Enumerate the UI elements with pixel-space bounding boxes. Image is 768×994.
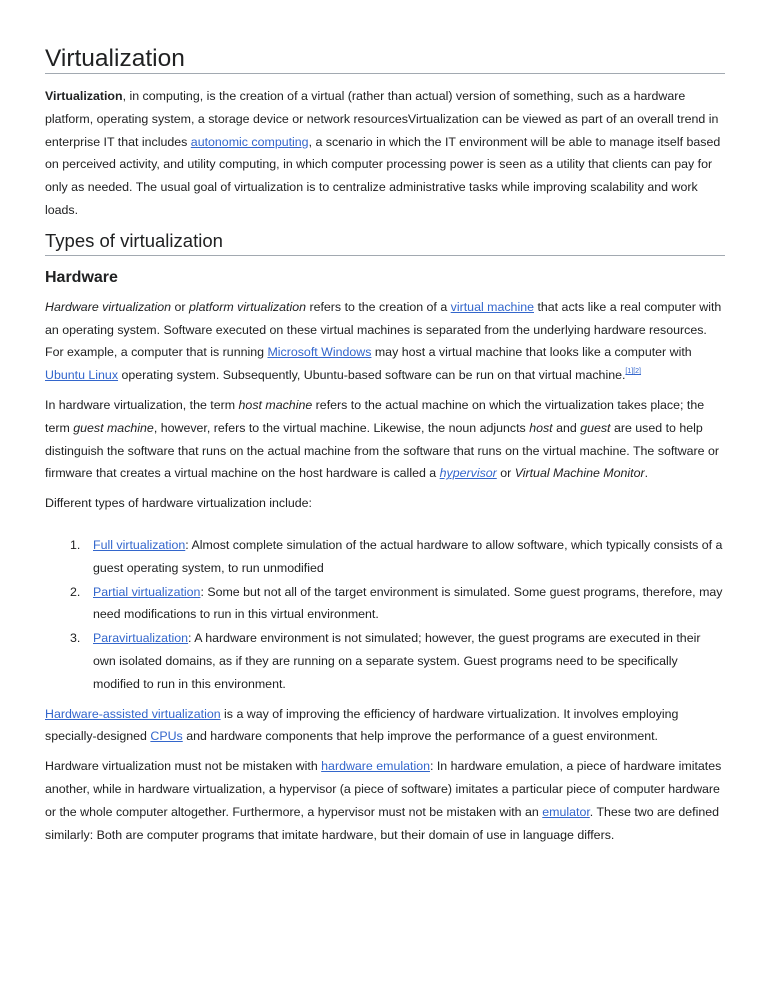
- text: is a way of improving the efficiency of hardware virtualization. It involves employing specially-designed: [45, 706, 679, 744]
- virtualization-types-list: [45, 534, 725, 696]
- emulator-link[interactable]: emulator: [542, 804, 590, 819]
- reference-1-link[interactable]: [1]: [625, 368, 634, 376]
- text: .: [644, 466, 649, 481]
- virtual-machine-link[interactable]: virtual machine: [450, 299, 534, 314]
- list-item: [45, 627, 725, 695]
- list-item-text: : A hardware environment is not simulated; however, the guest programs are executed in their own isolated domains, as if they are running on a separate system. Guest programs need to be specifically modified to run in this environment.: [93, 631, 701, 691]
- list-item-text: : Almost complete simulation of the actual hardware to allow software, which typically consists of a guest operating system, to run unmodified: [93, 537, 723, 575]
- list-item: [45, 581, 725, 627]
- text: refers to the creation of a: [306, 299, 451, 314]
- text: , however, refers to the virtual machine. Likewise, the noun adjuncts: [153, 420, 530, 435]
- text: are used to help distinguish the software that runs on the actual machine from the software that runs on the virtual machine. The software or firmware that creates a virtual machine on the host hardware is called a: [45, 420, 720, 481]
- hardware-paragraph-1: [45, 296, 725, 387]
- text: or: [171, 299, 189, 314]
- intro-text-1: , in computing, is the creation of a virtual (rather than actual) version of something, such as a hardware platform, operating system, a storage device or network resourcesVirtualization can be viewed as part of an overall trend in enterprise IT that includes: [45, 89, 719, 149]
- partial-virtualization-link[interactable]: Partial virtualization: [93, 584, 201, 599]
- text: may host a virtual machine that looks like a computer with: [371, 345, 692, 360]
- hardware-emulation-link[interactable]: hardware emulation: [321, 759, 430, 774]
- list-item-text: : Some but not all of the target environment is simulated. Some guest programs, therefore, may need modifications to run in this virtual environment.: [93, 584, 723, 622]
- cpus-link[interactable]: CPUs: [150, 729, 183, 744]
- text: Hardware virtualization must not be mistaken with: [45, 759, 322, 774]
- text: and hardware components that help improve the performance of a guest environment.: [182, 729, 658, 744]
- hardware-paragraph-5: [45, 755, 725, 846]
- text: refers to the actual machine on which the virtualization takes place; the term: [45, 397, 705, 435]
- text: that acts like a real computer with an operating system. Software executed on these virtual machines is separated from the underlying hardware resources. For example, a computer that is running: [45, 299, 722, 360]
- term-guest-machine: guest machine: [73, 420, 154, 435]
- article: [45, 0, 725, 846]
- section-heading-types: Types of virtualization: [45, 229, 725, 256]
- term-guest: guest: [580, 420, 611, 435]
- full-virtualization-link[interactable]: Full virtualization: [93, 537, 186, 552]
- text: : In hardware emulation, a piece of hardware imitates another, while in hardware virtualization, a hypervisor (a piece of software) imitates a particular piece of computer hardware or the whole computer altogether. Furthermore, a hypervisor must not be mistaken with an: [45, 759, 722, 819]
- text: or: [496, 466, 515, 481]
- list-number: 1.: [70, 537, 81, 552]
- ubuntu-linux-link[interactable]: Ubuntu Linux: [45, 368, 119, 383]
- hardware-assisted-virtualization-link[interactable]: Hardware-assisted virtualization: [45, 706, 221, 721]
- text: operating system. Subsequently, Ubuntu-based software can be run on that virtual machine.: [118, 368, 626, 383]
- reference-2-link[interactable]: [2]: [633, 368, 642, 376]
- term-host-machine: host machine: [238, 397, 313, 412]
- microsoft-windows-link[interactable]: Microsoft Windows: [267, 345, 372, 360]
- subsection-heading-hardware: Hardware: [45, 268, 118, 286]
- term-hardware-virtualization: Hardware virtualization: [45, 299, 172, 314]
- paravirtualization-link[interactable]: Paravirtualization: [93, 631, 189, 646]
- list-number: 2.: [70, 584, 81, 599]
- term-host: host: [529, 420, 553, 435]
- intro-paragraph: [45, 85, 725, 222]
- text: . These two are defined similarly: Both are computer programs that imitate hardware, but their domain of use in language differs.: [45, 804, 720, 842]
- hypervisor-link[interactable]: hypervisor: [439, 466, 497, 481]
- text: and: [552, 420, 581, 435]
- list-number: 3.: [70, 631, 81, 646]
- intro-bold-term: Virtualization: [45, 89, 123, 103]
- intro-text-2: , a scenario in which the IT environment will be able to manage itself based on perceived activity, and utility computing, in which computer processing power is seen as a utility that clients can pay for only as needed. The usual goal of virtualization is to centralize administrative tasks while improving scalability and work loads.: [45, 134, 721, 217]
- hardware-paragraph-4: [45, 703, 725, 749]
- page-title: Virtualization: [45, 0, 725, 74]
- hardware-paragraph-2: [45, 394, 725, 485]
- term-virtual-machine-monitor: Virtual Machine Monitor: [514, 466, 645, 481]
- text: In hardware virtualization, the term: [45, 397, 239, 412]
- term-platform-virtualization: platform virtualization: [188, 299, 307, 314]
- autonomic-computing-link[interactable]: autonomic computing: [190, 134, 309, 149]
- list-item: [45, 534, 725, 580]
- hardware-paragraph-3: Different types of hardware virtualization include:: [45, 496, 312, 511]
